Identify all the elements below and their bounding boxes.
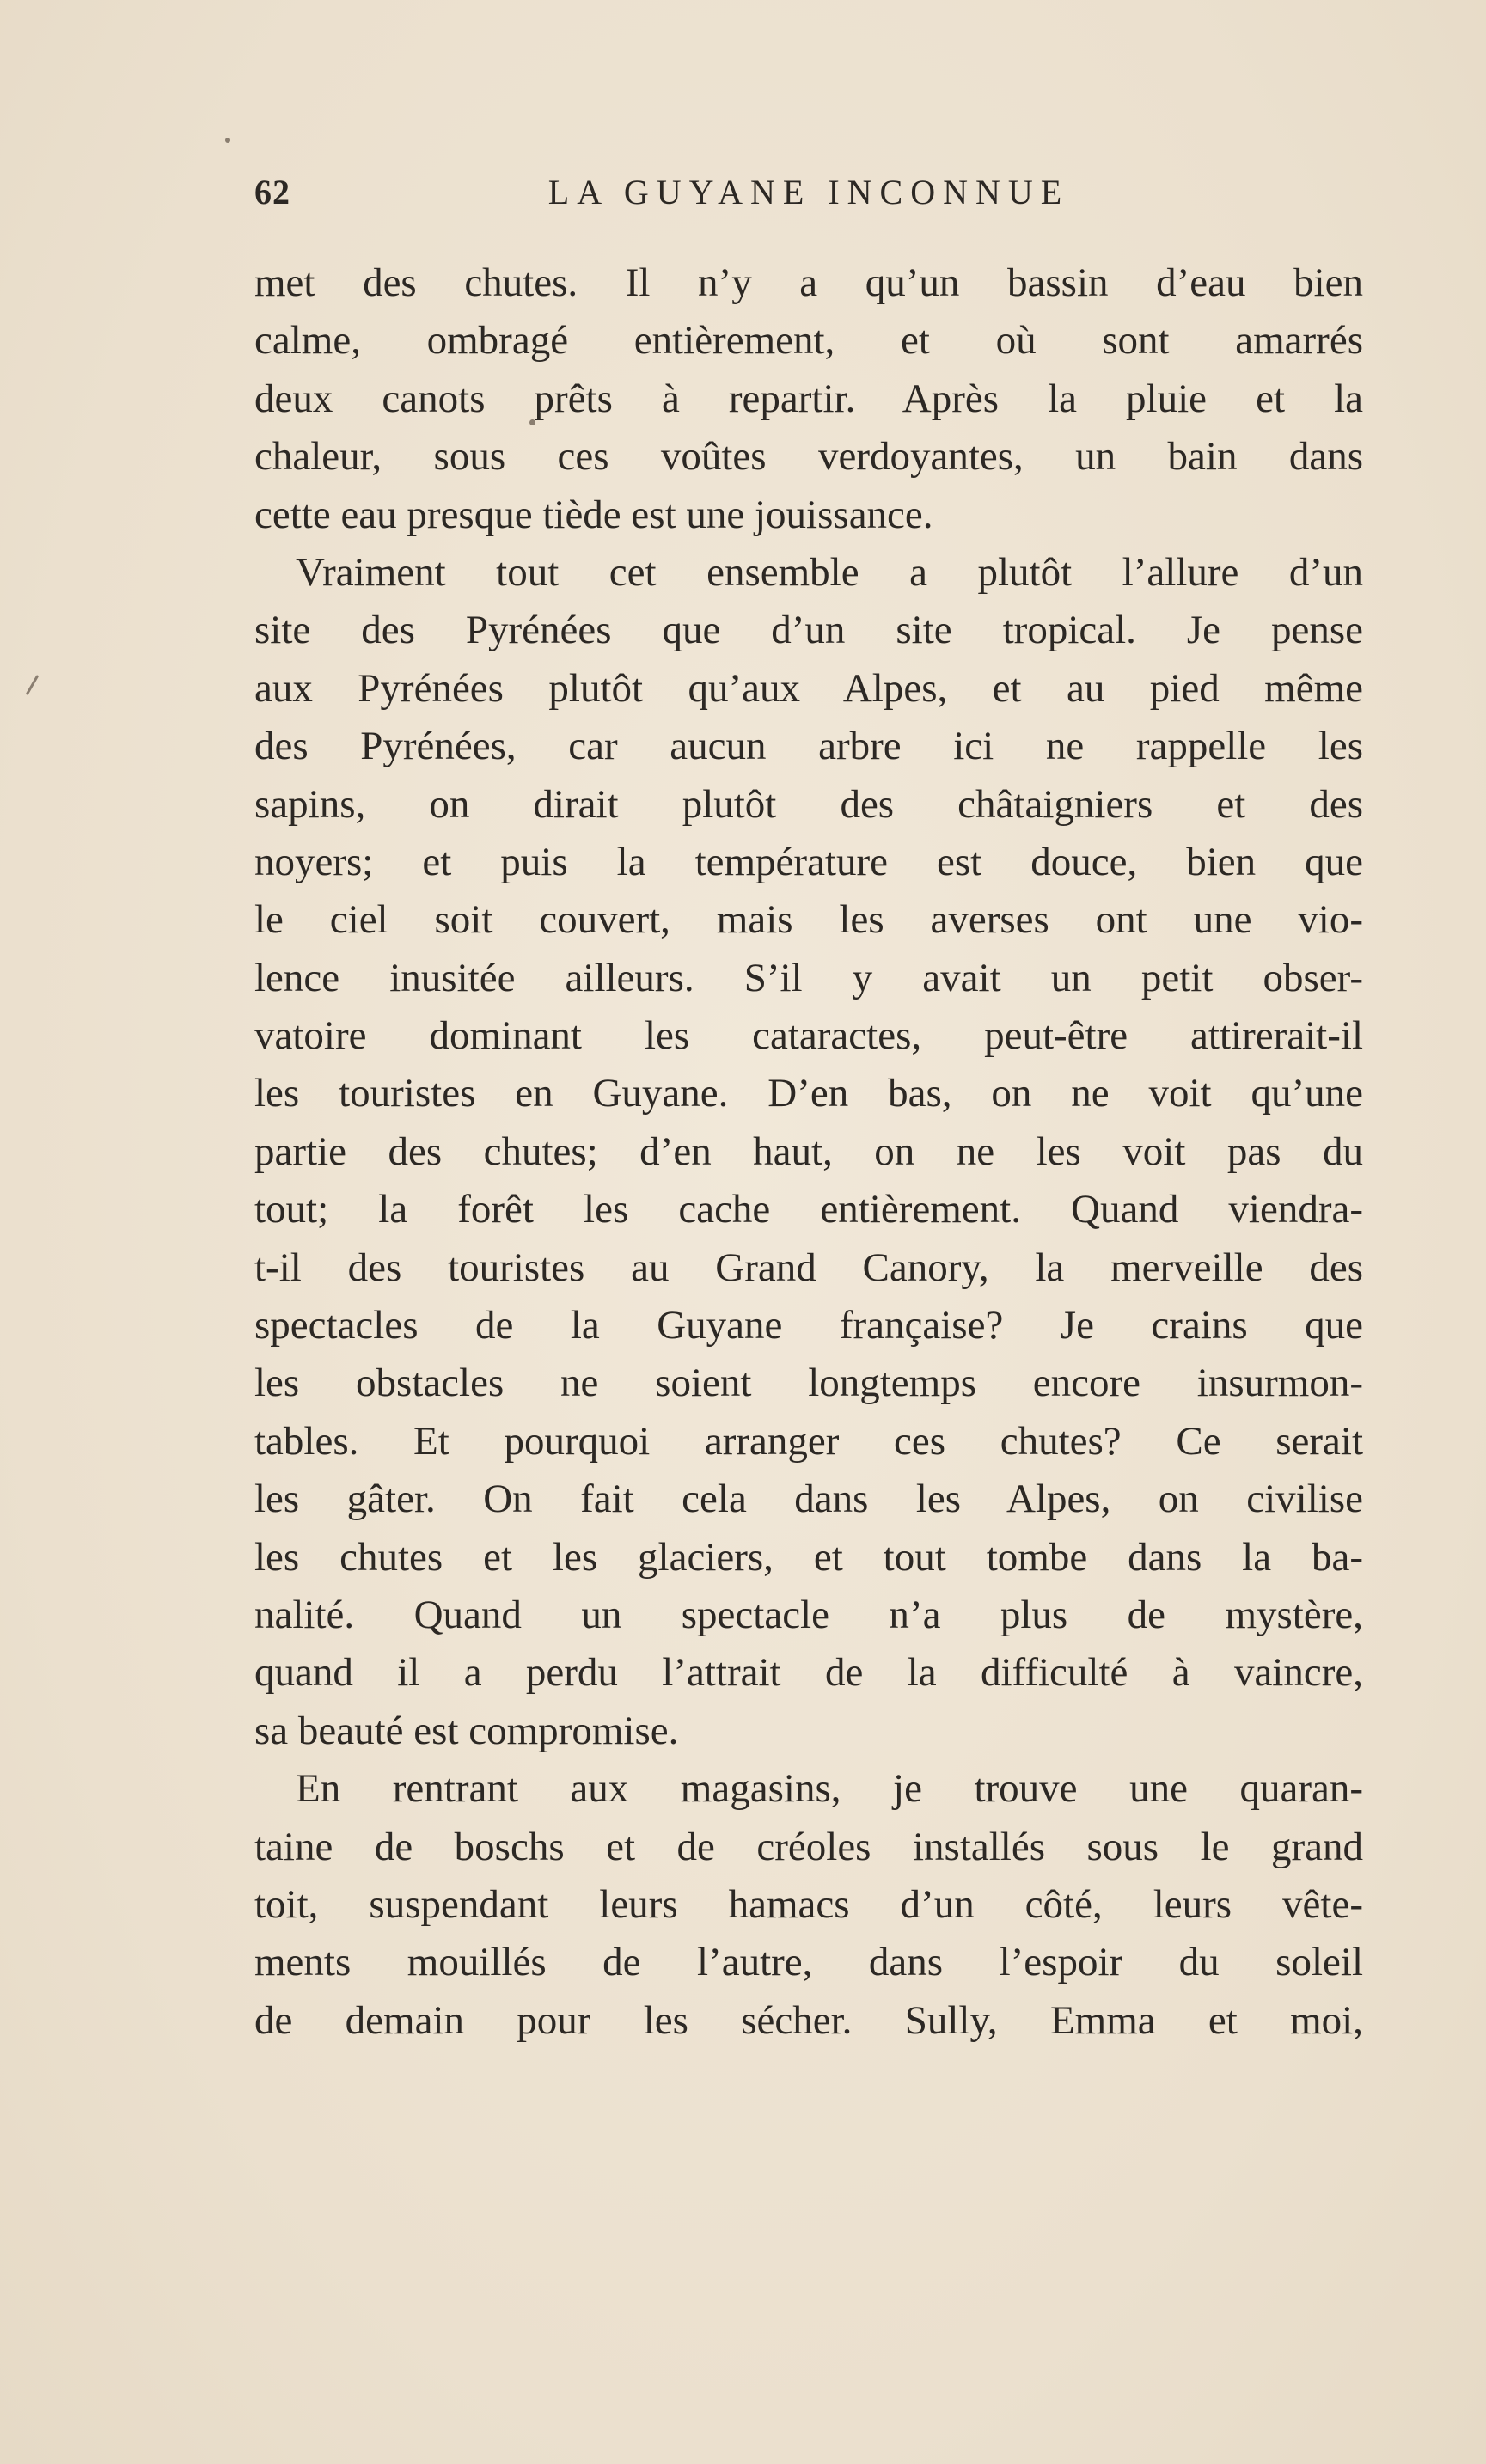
text-line: site des Pyrénées que d’un site tropical. Je pense xyxy=(254,608,1363,653)
text-line: tout; la forêt les cache entièrement. Quand viendra- xyxy=(254,1187,1363,1232)
text-line: tables. Et pourquoi arranger ces chutes? Ce serait xyxy=(254,1418,1363,1464)
page-number: 62 xyxy=(254,173,290,211)
text-line: noyers; et puis la température est douce, bien que xyxy=(254,839,1363,884)
text-line: deux canots prêts à repartir. Après la pluie et la xyxy=(254,376,1363,421)
text-line: de demain pour les sécher. Sully, Emma et moi, xyxy=(254,1997,1363,2043)
text-line: le ciel soit couvert, mais les averses ont une vio- xyxy=(254,897,1363,943)
text-line: vatoire dominant les cataractes, peut-être attirerait-il xyxy=(254,1013,1363,1059)
text-line: met des chutes. Il n’y a qu’un bassin d’eau bien xyxy=(254,260,1363,305)
text-line: spectacles de la Guyane française? Je crains que xyxy=(254,1303,1363,1348)
text-line: ments mouillés de l’autre, dans l’espoir du soleil xyxy=(254,1940,1363,1985)
text-line: les obstacles ne soient longtemps encore insurmon- xyxy=(254,1360,1363,1406)
text-line: sapins, on dirait plutôt des châtaigniers et des xyxy=(254,781,1363,827)
text-line: cette eau presque tiède est une jouissance. xyxy=(254,492,933,537)
page-header xyxy=(254,172,1363,223)
text-line: aux Pyrénées plutôt qu’aux Alpes, et au pied même xyxy=(254,665,1363,711)
text-line: partie des chutes; d’en haut, on ne les voit pas du xyxy=(254,1128,1363,1174)
text-line: taine de boschs et de créoles installés sous le grand xyxy=(254,1824,1363,1869)
text-line: les chutes et les glaciers, et tout tombe dans la ba- xyxy=(254,1534,1363,1580)
text-line: toit, suspendant leurs hamacs d’un côté, leurs vête- xyxy=(254,1881,1363,1927)
running-title: LA GUYANE INCONNUE xyxy=(547,173,1070,211)
text-line: les touristes en Guyane. D’en bas, on ne voit qu’une xyxy=(254,1071,1363,1116)
text-line: Vraiment tout cet ensemble a plutôt l’allure d’un xyxy=(296,549,1363,595)
text-line: En rentrant aux magasins, je trouve une quaran- xyxy=(296,1766,1363,1812)
text-line: nalité. Quand un spectacle n’a plus de mystère, xyxy=(254,1592,1363,1637)
paper-speck xyxy=(225,138,230,143)
text-line: sa beauté est compromise. xyxy=(254,1708,679,1753)
text-line: les gâter. On fait cela dans les Alpes, on civilise xyxy=(254,1477,1363,1522)
body-text xyxy=(254,254,1363,2050)
text-line: chaleur, sous ces voûtes verdoyantes, un bain dans xyxy=(254,434,1363,480)
paper-speck xyxy=(26,675,40,695)
text-line: calme, ombragé entièrement, et où sont amarrés xyxy=(254,318,1363,364)
text-line: des Pyrénées, car aucun arbre ici ne rappelle les xyxy=(254,724,1363,769)
text-line: quand il a perdu l’attrait de la difficulté à vaincre, xyxy=(254,1650,1363,1696)
text-line: t-il des touristes au Grand Canory, la merveille des xyxy=(254,1244,1363,1290)
text-line: lence inusitée ailleurs. S’il y avait un petit obser- xyxy=(254,955,1363,1000)
